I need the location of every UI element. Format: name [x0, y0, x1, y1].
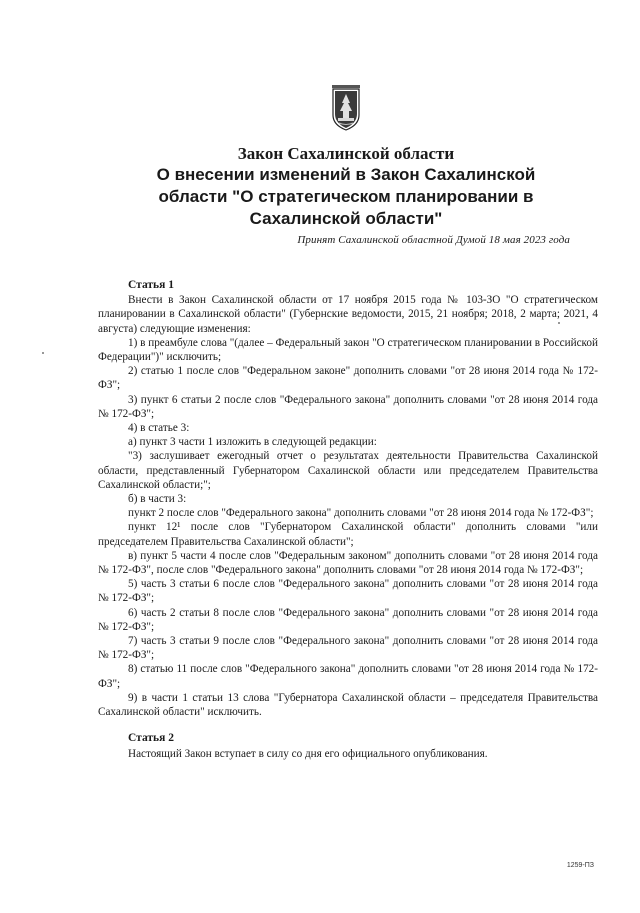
article-1-paragraph: 9) в части 1 статьи 13 слова "Губернатора Сахалинской области – председателя Правительства Сахалинской области" исключить. — [98, 691, 598, 719]
title-line-4: Сахалинской области" — [249, 209, 443, 228]
title-line-2: О внесении изменений в Закон Сахалинской — [156, 165, 536, 184]
law-title — [120, 143, 572, 230]
law-body — [98, 278, 598, 761]
article-1-paragraph: 1) в преамбуле слова "(далее – Федеральный закон "О стратегическом планировании в Российской Федерации")" исключить; — [98, 336, 598, 364]
article-1-paragraph: б) в части 3: — [128, 493, 187, 506]
sakhalin-coat-of-arms-icon — [331, 85, 361, 131]
article-spacer — [98, 719, 598, 731]
title-line-3: области "О стратегическом планировании в — [158, 187, 534, 206]
article-1-heading: Статья 1 — [128, 279, 174, 291]
article-1-paragraph: 5) часть 3 статьи 6 после слов "Федерального закона" дополнить словами "от 28 июня 2014 года № 172-ФЗ"; — [98, 578, 598, 605]
article-1-paragraph: в) пункт 5 части 4 после слов "Федеральным законом" дополнить словами "от 28 июня 2014 года № 172-ФЗ", после слов "Федерального закона" дополнить словами "от 28 июня 2014 года № 172-ФЗ"; — [98, 549, 598, 577]
article-2-heading: Статья 2 — [128, 732, 174, 745]
scan-speck — [558, 322, 560, 324]
article-1-paragraph: пункт 2 после слов "Федерального закона" дополнить словами "от 28 июня 2014 года № 172-ФЗ"; — [128, 507, 594, 520]
title-line-1: Закон Сахалинской области — [237, 144, 455, 163]
article-1-paragraph: 6) часть 2 статьи 8 после слов "Федерального закона" дополнить словами "от 28 июня 2014 года № 172-ФЗ"; — [98, 606, 598, 633]
article-1-paragraph: пункт 12¹ после слов "Губернатором Сахалинской области" дополнить словами "или председателем Правительства Сахалинской области"; — [98, 521, 598, 548]
article-1-paragraph: Внести в Закон Сахалинской области от 17 ноября 2015 года № 103-ЗО "О стратегическом планировании в Сахалинской области" (Губернские ведомости, 2015, 21 ноября; 2018, 2 марта; 2021, 4 августа) следующие изменения: — [98, 294, 598, 335]
article-1-paragraph: 8) статью 11 после слов "Федерального закона" дополнить словами "от 28 июня 2014 года № 172-ФЗ"; — [98, 663, 598, 690]
document-code: 1259-ПЗ — [566, 862, 594, 869]
article-2-paragraph: Настоящий Закон вступает в силу со дня его официального опубликования. — [128, 747, 488, 760]
article-1-paragraph: 3) пункт 6 статьи 2 после слов "Федерального закона" дополнить словами "от 28 июня 2014 года № 172-ФЗ"; — [98, 393, 598, 420]
adoption-note: Принят Сахалинской областной Думой 18 мая 2023 года — [297, 234, 570, 246]
scan-speck — [42, 352, 44, 354]
article-1-paragraph: 2) статью 1 после слов "Федеральном законе" дополнить словами "от 28 июня 2014 года № 172-ФЗ"; — [98, 365, 598, 392]
article-1-paragraph: а) пункт 3 части 1 изложить в следующей редакции: — [128, 436, 377, 449]
article-1-paragraph: "3) заслушивает ежегодный отчет о результатах деятельности Правительства Сахалинской области, представленный Губернатором Сахалинской области или председателем Правительства Сахалинской области;"; — [98, 450, 598, 491]
article-1-paragraph: 4) в статье 3: — [128, 422, 190, 435]
article-1-paragraph: 7) часть 3 статьи 9 после слов "Федерального закона" дополнить словами "от 28 июня 2014 года № 172-ФЗ"; — [98, 635, 598, 662]
